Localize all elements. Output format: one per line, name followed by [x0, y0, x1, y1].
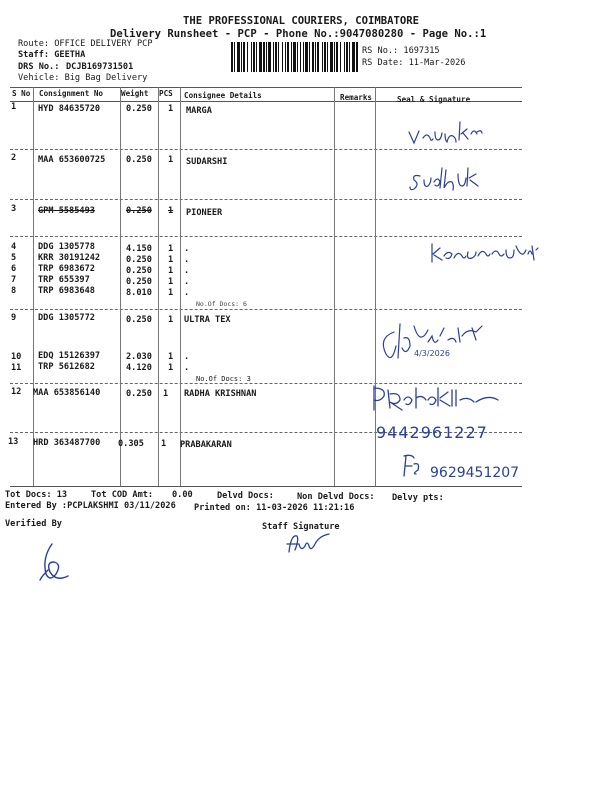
barcode-bar	[291, 42, 292, 72]
handwritten-signature	[376, 318, 506, 370]
row-pcs: 1	[168, 288, 174, 298]
row-consignee: .	[184, 266, 190, 276]
row-pcs: 1	[168, 206, 174, 216]
row-pcs: 1	[168, 266, 174, 276]
column-header-remarks: Remarks	[340, 93, 373, 102]
barcode-bar	[340, 42, 341, 72]
row-consignee: SUDARSHI	[186, 157, 228, 167]
total-cod-value: 0.00	[172, 490, 193, 500]
row-consignment: HYD 84635720	[38, 104, 101, 114]
column-header-sno: S No	[12, 89, 31, 98]
row-sno: 1	[11, 102, 17, 112]
row-consignee: .	[184, 255, 190, 265]
row-separator	[10, 309, 522, 310]
table-top-rule	[10, 87, 522, 88]
group-doc-count: No.Of Docs: 3	[196, 375, 251, 383]
table-bottom-rule	[10, 486, 522, 487]
barcode-bar	[336, 42, 338, 72]
column-header-weight: Weight	[121, 89, 149, 98]
group-doc-count: No.Of Docs: 6	[196, 300, 247, 308]
row-sno: 11	[11, 363, 22, 373]
row-weight: 0.250	[126, 206, 152, 216]
delivered-docs-label: Delvd Docs:	[217, 491, 274, 501]
barcode-bar	[256, 42, 257, 72]
staff-signature-label: Staff Signature	[262, 522, 340, 532]
barcode-bar	[285, 42, 286, 72]
barcode-bar	[253, 42, 255, 72]
row-consignee: .	[184, 277, 190, 287]
non-delivered-docs-label: Non Delvd Docs:	[297, 492, 375, 502]
row-pcs: 1	[168, 155, 174, 165]
row-weight: 2.030	[126, 352, 152, 362]
barcode-bar	[317, 42, 319, 72]
barcode-bar	[344, 42, 345, 72]
column-divider	[158, 87, 159, 486]
drs-label: DRS No.:	[18, 62, 60, 72]
barcode-bar	[278, 42, 279, 72]
barcode-bar	[297, 42, 298, 72]
row-pcs: 1	[168, 244, 174, 254]
row-weight: 4.120	[126, 363, 152, 373]
rs-date: RS Date: 11-Mar-2026	[362, 58, 466, 68]
barcode-bar	[259, 42, 262, 72]
barcode-bar	[300, 42, 301, 72]
row-consignment: EDQ 15126397	[38, 351, 101, 361]
handwritten-signature	[408, 162, 488, 196]
staff-text: Staff: GEETHA	[18, 50, 86, 60]
row-consignee: .	[184, 363, 190, 373]
row-consignee: RADHA KRISHNAN	[184, 389, 257, 399]
route-text: Route: OFFICE DELIVERY PCP	[18, 39, 153, 49]
row-weight: 0.250	[126, 389, 152, 399]
row-pcs: 1	[168, 277, 174, 287]
row-weight: 8.010	[126, 288, 152, 298]
row-sno: 5	[11, 253, 17, 263]
column-divider	[180, 87, 181, 486]
handwritten-signature	[428, 236, 548, 270]
row-consignment: TRP 6983648	[38, 286, 95, 296]
barcode-bar	[327, 42, 328, 72]
barcode-bar	[309, 42, 310, 72]
row-consignee: PIONEER	[186, 208, 223, 218]
row-consignee: .	[184, 352, 190, 362]
entered-by: Entered By :PCPLAKSHMI 03/11/2026	[5, 501, 176, 511]
row-consignment: DDG 1305778	[38, 242, 95, 252]
row-consignee: .	[184, 288, 190, 298]
row-sno: 10	[11, 352, 22, 362]
column-header-consignment: Consignment No	[39, 89, 104, 98]
barcode-bar	[349, 42, 350, 72]
barcode-bar	[303, 42, 304, 72]
barcode-bar	[293, 42, 296, 72]
delivery-points-label: Delvy pts:	[392, 493, 444, 503]
barcode-bar	[234, 42, 235, 72]
row-consignment: TRP 655397	[38, 275, 90, 285]
row-sno: 8	[11, 286, 17, 296]
barcode-bar	[251, 42, 252, 72]
row-weight: 0.250	[126, 315, 152, 325]
total-docs: Tot Docs: 13	[5, 490, 68, 500]
barcode-bar	[312, 42, 314, 72]
row-consignment: KRR 30191242	[38, 253, 101, 263]
row-weight: 0.250	[126, 104, 152, 114]
row-consignee: .	[184, 244, 190, 254]
row-consignment: MAA 653856140	[33, 388, 101, 398]
barcode	[231, 42, 359, 72]
drs-value: DCJB169731501	[66, 62, 134, 72]
barcode-bar	[324, 42, 326, 72]
barcode-bar	[330, 42, 333, 72]
row-consignment: TRP 6983672	[38, 264, 95, 274]
row-sno: 6	[11, 264, 17, 274]
row-sno: 13	[8, 437, 19, 447]
barcode-bar	[356, 42, 358, 72]
barcode-bar	[266, 42, 267, 72]
barcode-bar	[273, 42, 274, 72]
row-weight: 0.305	[118, 439, 144, 449]
handwritten-phone-number: 9629451207	[430, 465, 520, 481]
row-consignment: GPM 5585493	[38, 206, 95, 216]
barcode-bar	[268, 42, 271, 72]
row-pcs: 1	[168, 104, 174, 114]
company-name: THE PROFESSIONAL COURIERS, COIMBATORE	[183, 15, 419, 27]
row-pcs: 1	[168, 363, 174, 373]
barcode-bar	[352, 42, 355, 72]
row-separator	[10, 199, 522, 200]
staff-signature	[283, 530, 335, 556]
handwritten-signature	[368, 382, 538, 444]
row-pcs: 1	[163, 389, 169, 399]
verifier-signature	[38, 540, 78, 584]
barcode-bar	[282, 42, 283, 72]
row-pcs: 1	[168, 352, 174, 362]
handwritten-date-text: 4/3/2026	[414, 349, 450, 358]
vehicle-text: Vehicle: Big Bag Delivery	[18, 73, 148, 83]
row-weight: 0.250	[126, 155, 152, 165]
runsheet-title: Delivery Runsheet - PCP - Phone No.:9047080280 - Page No.:1	[110, 28, 487, 40]
barcode-bar	[237, 42, 240, 72]
row-consignment: TRP 5612682	[38, 362, 95, 372]
row-sno: 3	[11, 204, 17, 214]
barcode-bar	[243, 42, 245, 72]
barcode-bar	[322, 42, 323, 72]
row-sno: 12	[11, 387, 22, 397]
column-header-pcs: PCS	[159, 89, 173, 98]
row-consignee: PRABAKARAN	[180, 440, 232, 450]
barcode-bar	[334, 42, 335, 72]
row-sno: 9	[11, 313, 17, 323]
barcode-bar	[315, 42, 316, 72]
column-divider	[120, 87, 121, 486]
row-sno: 2	[11, 153, 17, 163]
row-consignee: MARGA	[186, 106, 212, 116]
barcode-bar	[247, 42, 248, 72]
row-weight: 4.150	[126, 244, 152, 254]
barcode-bar	[275, 42, 277, 72]
column-header-seal-signature: Seal & Signature	[397, 95, 471, 104]
column-header-consignee: Consignee Details	[184, 91, 262, 100]
row-consignee: ULTRA TEX	[184, 315, 231, 325]
row-pcs: 1	[168, 255, 174, 265]
row-pcs: 1	[168, 315, 174, 325]
handwritten-signature	[400, 450, 532, 484]
row-sno: 7	[11, 275, 17, 285]
verified-by-label: Verified By	[5, 519, 62, 529]
barcode-bar	[263, 42, 265, 72]
column-divider	[334, 87, 335, 486]
row-pcs: 1	[161, 439, 167, 449]
column-divider	[33, 87, 34, 486]
handwritten-signature	[405, 112, 495, 152]
row-weight: 0.250	[126, 266, 152, 276]
total-cod-label: Tot COD Amt:	[91, 490, 154, 500]
barcode-bar	[241, 42, 242, 72]
barcode-bar	[346, 42, 348, 72]
row-sno: 4	[11, 242, 17, 252]
row-consignment: DDG 1305772	[38, 313, 95, 323]
row-consignment: HRD 363487700	[33, 438, 101, 448]
row-weight: 0.250	[126, 277, 152, 287]
row-consignment: MAA 653600725	[38, 155, 106, 165]
handwritten-phone-number: 9442961227	[376, 423, 488, 442]
printed-on: Printed on: 11-03-2026 11:21:16	[194, 503, 355, 513]
barcode-bar	[287, 42, 289, 72]
barcode-bar	[231, 42, 233, 72]
barcode-bar	[305, 42, 308, 72]
row-weight: 0.250	[126, 255, 152, 265]
rs-number: RS No.: 1697315	[362, 46, 440, 56]
